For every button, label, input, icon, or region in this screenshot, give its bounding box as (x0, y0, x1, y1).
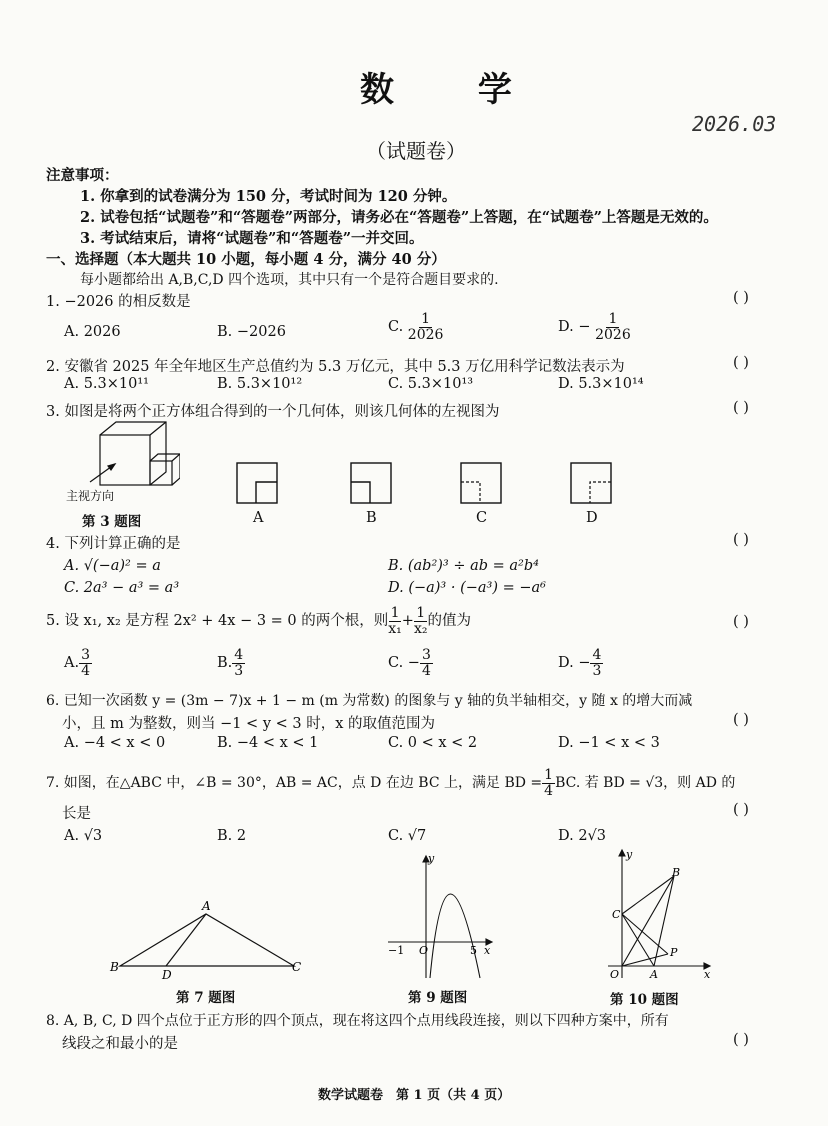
q7-stem-post: BC. 若 BD = √3，则 AD 的 (555, 775, 736, 792)
point-label: A (202, 900, 211, 913)
numerator: 3 (81, 647, 91, 663)
numerator: 1 (544, 767, 554, 783)
point-label: C (612, 908, 621, 921)
notice-heading: 注意事项： (46, 167, 119, 184)
answer-paren[interactable]: ( ) (733, 1032, 749, 1048)
option-label: C. (388, 319, 404, 336)
q3-option-label: A (253, 510, 264, 526)
numerator: 1 (416, 605, 426, 621)
fraction (414, 606, 428, 636)
q6-option-d[interactable]: D. −1 < x < 3 (558, 735, 660, 751)
axis-label: x (704, 968, 711, 981)
q3-option-c-view[interactable] (460, 462, 504, 506)
q1-option-a[interactable]: A. 2026 (64, 324, 121, 340)
q7-stem-line2: 长是 (62, 806, 91, 822)
q6-stem-line2: 小，且 m 为整数，则当 −1 < y < 3 时，x 的取值范围为 (62, 716, 435, 732)
option-label: A. (64, 655, 80, 672)
plus-sign: + (401, 613, 414, 630)
numerator: 1 (608, 311, 618, 327)
q5-option-c[interactable] (388, 648, 433, 678)
option-label: B. (217, 655, 233, 672)
q4-option-a[interactable]: A. √(−a)² = a (64, 558, 161, 574)
notice-item: 1. 你拿到的试卷满分为 150 分，考试时间为 120 分钟。 (80, 188, 457, 205)
fig7-triangle (108, 900, 318, 980)
q1-option-d[interactable] (558, 312, 631, 342)
answer-paren[interactable]: ( ) (733, 290, 749, 306)
q7-stem-pre: 7. 如图，在△ABC 中，∠B = 30°，AB = AC，点 D 在边 BC 上，满足 BD = (46, 775, 543, 792)
fraction (388, 606, 402, 636)
q4-option-b[interactable]: B. (ab²)³ ÷ ab = a²b⁴ (388, 558, 539, 574)
axis-label: x (484, 944, 491, 957)
section-heading: 一、选择题（本大题共 10 小题，每小题 4 分，满分 40 分） (46, 251, 446, 268)
q3-option-b-view[interactable] (350, 462, 394, 506)
option-label: D. − (558, 655, 591, 672)
q6-option-a[interactable]: A. −4 < x < 0 (64, 735, 166, 751)
denominator: 4 (544, 782, 554, 799)
fraction (542, 768, 555, 798)
numerator: 1 (390, 605, 400, 621)
denominator: x₁ (388, 620, 402, 637)
q5-stem-post: 的值为 (427, 613, 471, 630)
q2-option-a[interactable]: A. 5.3×10¹¹ (64, 376, 149, 392)
q6-option-c[interactable]: C. 0 < x < 2 (388, 735, 478, 751)
fig10-caption: 第 10 题图 (610, 992, 679, 1008)
q3-option-a-view[interactable] (236, 462, 280, 506)
denominator: 2026 (595, 326, 631, 343)
axis-label: O (610, 968, 620, 981)
q5-option-d[interactable] (558, 648, 603, 678)
numerator: 1 (421, 311, 431, 327)
fraction (420, 648, 433, 678)
q8-stem-line1: 8. A, B, C, D 四个点位于正方形的四个顶点，现在将这四个点用线段连接，则以下四种方案中，所有 (46, 1013, 669, 1029)
q4-option-d[interactable]: D. (−a)³ · (−a³) = −a⁶ (388, 580, 546, 596)
answer-paren[interactable]: ( ) (733, 532, 749, 548)
exam-date: 2026.03 (692, 112, 777, 136)
q6-stem-line1: 6. 已知一次函数 y = (3m − 7)x + 1 − m (m 为常数) 的图象与 y 轴的负半轴相交，y 随 x 的增大而减 (46, 693, 693, 709)
q5-stem-pre: 5. 设 x₁, x₂ 是方程 2x² + 4x − 3 = 0 的两个根，则 (46, 613, 389, 630)
q3-option-label: C (476, 510, 488, 526)
q8-stem-line2: 线段之和最小的是 (62, 1036, 178, 1052)
q2-option-c[interactable]: C. 5.3×10¹³ (388, 376, 474, 392)
q3-option-label: B (366, 510, 377, 526)
q4-stem: 4. 下列计算正确的是 (46, 536, 181, 552)
q1-option-c[interactable] (388, 312, 443, 342)
q7-option-b[interactable]: B. 2 (217, 828, 247, 844)
point-label: B (110, 960, 119, 974)
q3-stem: 3. 如图是将两个正方体组合得到的一个几何体，则该几何体的左视图为 (46, 404, 500, 420)
fraction (232, 648, 245, 678)
q1-option-b[interactable]: B. −2026 (217, 324, 286, 340)
numerator: 4 (592, 647, 602, 663)
point-label: P (670, 946, 678, 959)
q3-option-label: D (586, 510, 598, 526)
section-instruction: 每小题都给出 A,B,C,D 四个选项，其中只有一个是符合题目要求的. (80, 272, 499, 288)
tick-label: 5 (470, 944, 477, 957)
page-title: 数 学 (360, 70, 548, 110)
option-label: D. − (558, 319, 591, 336)
q4-option-c[interactable]: C. 2a³ − a³ = a³ (64, 580, 180, 596)
q7-option-c[interactable]: C. √7 (388, 828, 427, 844)
answer-paren[interactable]: ( ) (733, 355, 749, 371)
fig3-caption: 第 3 题图 (82, 514, 142, 530)
denominator: 4 (421, 662, 431, 679)
answer-paren[interactable]: ( ) (733, 712, 749, 728)
denominator: 2026 (407, 326, 444, 343)
view-direction-label: 主视方向 (66, 489, 115, 503)
q2-stem: 2. 安徽省 2025 年全年地区生产总值约为 5.3 万亿元，其中 5.3 万亿用科学记数法表示为 (46, 359, 625, 375)
fraction (595, 312, 631, 342)
answer-paren[interactable]: ( ) (733, 400, 749, 416)
point-label: B (672, 866, 681, 879)
fig9-caption: 第 9 题图 (408, 990, 468, 1006)
denominator: 3 (234, 662, 244, 679)
q2-option-d[interactable]: D. 5.3×10¹⁴ (558, 376, 644, 392)
q5-option-b[interactable] (217, 648, 245, 678)
option-label: C. − (388, 655, 420, 672)
tick-label: −1 (388, 944, 405, 957)
q7-option-a[interactable]: A. √3 (64, 828, 103, 844)
q2-option-b[interactable]: B. 5.3×10¹² (217, 376, 303, 392)
fraction (79, 648, 92, 678)
notice-item: 3. 考试结束后，请将“试题卷”和“答题卷”一并交回。 (80, 230, 424, 247)
fig10-diagram (580, 846, 720, 982)
q3-option-d-view[interactable] (570, 462, 614, 506)
point-label: C (292, 960, 302, 974)
answer-paren[interactable]: ( ) (733, 802, 749, 818)
fraction (408, 312, 444, 342)
axis-label: y (626, 848, 633, 861)
notice-item: 2. 试卷包括“试题卷”和“答题卷”两部分，请务必在“答题卷”上答题，在“试题卷”上答题是无效的。 (80, 209, 718, 226)
q5-stem (46, 606, 471, 636)
denominator: 4 (81, 662, 91, 679)
q5-option-a[interactable] (64, 648, 92, 678)
fraction (590, 648, 603, 678)
fig9-parabola (380, 850, 500, 982)
q7-stem-line1 (46, 768, 735, 798)
subtitle: （试题卷） (366, 139, 466, 163)
answer-paren[interactable]: ( ) (733, 614, 749, 630)
axis-label: O (419, 944, 429, 957)
numerator: 3 (421, 647, 431, 663)
q6-option-b[interactable]: B. −4 < x < 1 (217, 735, 319, 751)
point-label: A (650, 968, 658, 981)
denominator: 3 (592, 662, 602, 679)
numerator: 4 (234, 647, 244, 663)
q1-stem: 1. −2026 的相反数是 (46, 294, 191, 310)
page-footer: 数学试题卷 第 1 页（共 4 页） (318, 1088, 511, 1103)
denominator: x₂ (413, 620, 428, 637)
fig7-caption: 第 7 题图 (176, 990, 236, 1006)
axis-label: y (428, 852, 435, 865)
q7-option-d[interactable]: D. 2√3 (558, 828, 607, 844)
point-label: D (162, 968, 172, 980)
